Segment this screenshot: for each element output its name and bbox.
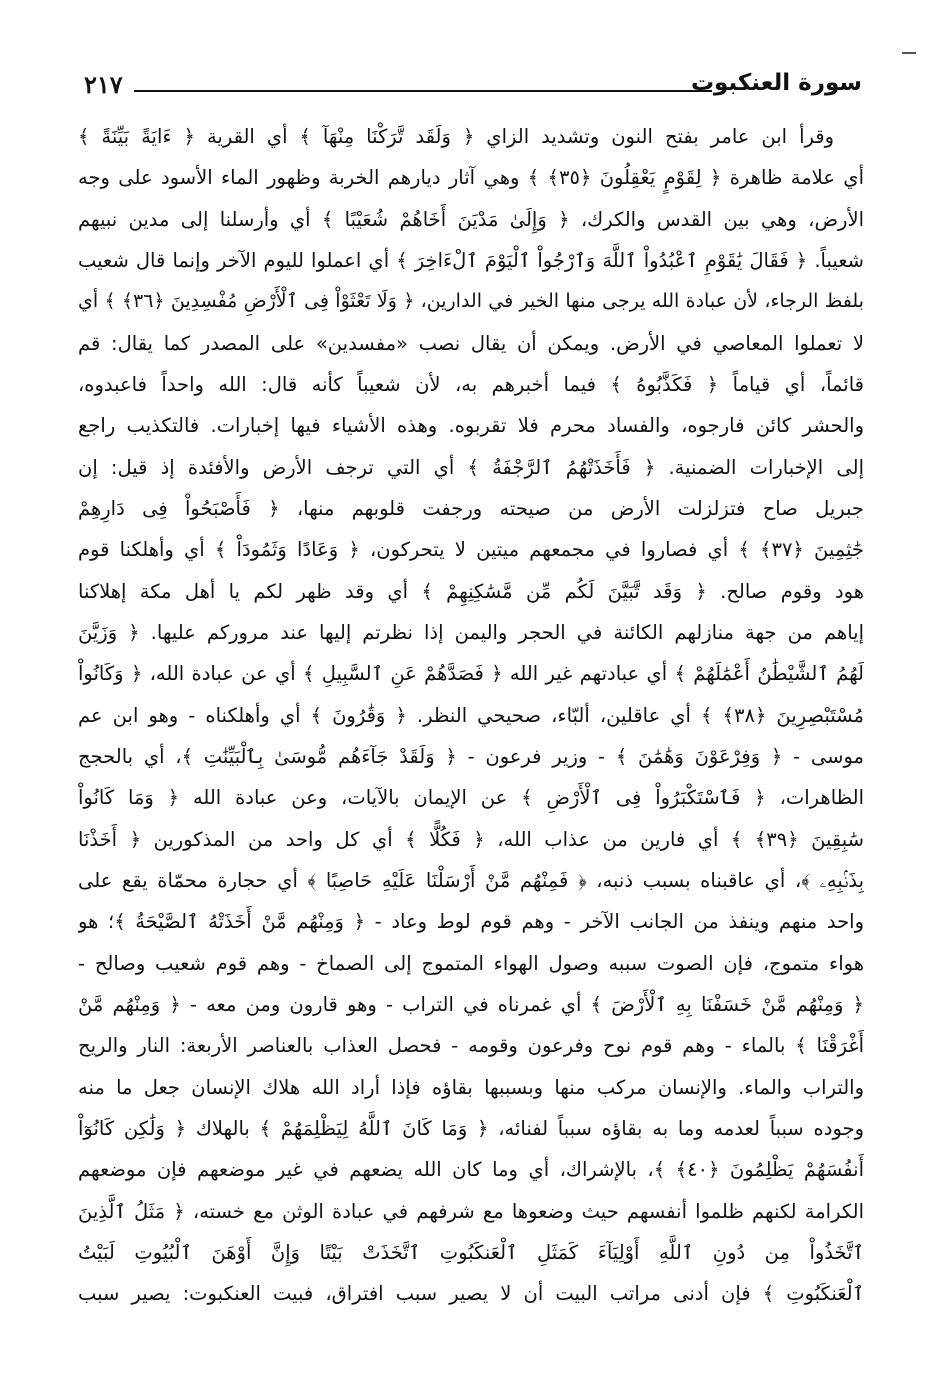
text-line: الظاهرات، ﴿ فَٱسْتَكْبَرُواْ فِى ٱلْأَرْضِ ﴾ عن الإيمان بالآيات، وعن عبادة الله ﴿ وَمَا كَانُواْ [78,786,864,810]
text-line: إلى الإخبارات الضمنية. ﴿ فَأَخَذَتْهُمُ ٱلرَّجْفَةُ ﴾ أي التي ترجف الأرض والأفئدة إذ قيل: إن [78,455,864,479]
text-line: إياهم من جهة منازلهم الكائنة في الحجر واليمن إذا نظرتم إليها عند مروركم عليها. ﴿ وَزَيَّنَ [78,620,864,644]
text-line: بلفظ الرجاء، لأن عبادة الله يرجى منها الخير في الدارين، ﴿ وَلَا تَعْثَوْاْ فِى ٱلْأَرْضِ مُفْسِدِينَ ﴿٣٦﴾ ﴾ أي [78,290,864,313]
body-text [78,116,864,1315]
text-line: جَٰثِمِينَ ﴿٣٧﴾ ﴾ أي فصاروا في مجمعهم ميتين لا يتحركون، ﴿ وَعَادًا وَثَمُودَاْ ﴾ أي وأهلكنا قوم [78,538,864,562]
text-line: الكرامة لكنهم ظلموا أنفسهم حيث وضعوها مع شرفهم في عبادة الوثن مع خسته، ﴿ مَثَلُ ٱلَّذِينَ [78,1199,864,1223]
text-line: لَهُمُ ٱلشَّيْطَٰنُ أَعْمَٰلَهُمْ ﴾ أي عبادتهم غير الله ﴿ فَصَدَّهُمْ عَنِ ٱلسَّبِيلِ ﴾ أي عن عبادة الله، ﴿ وَكَانُواْ [78,662,864,686]
text-line: جبريل صاح فتزلزلت الأرض من صيحته ورجفت قلوبهم منها، ﴿ فَأَصْبَحُواْ فِى دَارِهِمْ [78,496,864,520]
header-rule [134,90,712,92]
text-line: شعيباً. ﴿ فَقَالَ يَٰقَوْمِ ٱعْبُدُواْ ٱللَّهَ وَٱرْجُواْ ٱلْيَوْمَ ٱلْءَاخِرَ ﴾ أي اعملوا لليوم الآخر وإنما قال شعيب [78,248,864,272]
page-number: ٢١٧ [84,70,123,99]
text-line: لا تعملوا المعاصي في الأرض. ويمكن أن يقال نصب «مفسدين» على المصدر كما يقال: قم [78,331,864,355]
text-line: أَغْرَقْنَا ﴾ بالماء - وهم قوم نوح وفرعون وقومه - فحصل العذاب بالعناصر الأربعة: النار والريح [78,1034,864,1058]
text-line: واحد منهم وينفذ من الجانب الآخر - وهم قوم لوط وعاد - ﴿ وَمِنْهُم مَّنْ أَخَذَتْهُ ٱلصَّيْحَةُ ﴾؛ هو [78,910,864,934]
text-line: سَٰبِقِينَ ﴿٣٩﴾ ﴾ أي فارين من عذاب الله، ﴿ فَكُلًّا ﴾ أي كل واحد من المذكورين ﴿ أَخَذْنَا [78,827,864,851]
text-line: هود وقوم صالح. ﴿ وَقَد تَّبَيَّنَ لَكُم مِّن مَّسَٰكِنِهِمْ ﴾ أي وقد ظهر لكم يا أهل مكة إهلاكنا [78,579,864,603]
text-line: ٱتَّخَذُواْ مِن دُونِ ٱللَّهِ أَوْلِيَآءَ كَمَثَلِ ٱلْعَنكَبُوتِ ٱتَّخَذَتْ بَيْتًا وَإِنَّ أَوْهَنَ ٱلْبُيُوتِ لَبَيْتُ [78,1240,864,1264]
text-line: مُسْتَبْصِرِينَ ﴿٣٨﴾ ﴾ أي عاقلين، ألبّاء، صحيحي النظر. ﴿ وَقَٰرُونَ ﴾ أي وأهلكناه - وهو ابن عم [78,703,864,727]
text-line: موسى - ﴿ وَفِرْعَوْنَ وَهَٰمَٰنَ ﴾ - وزير فرعون - ﴿ وَلَقَدْ جَآءَهُم مُّوسَىٰ بِٱلْبَيِّنَٰتِ ﴾، أي بالحجج [78,744,864,768]
page-header [84,68,862,110]
corner-mark [902,52,916,54]
text-line: وجوده سبباً لعدمه وما به بقاؤه سبباً لفنائه، ﴿ وَمَا كَانَ ٱللَّهُ لِيَظْلِمَهُمْ ﴾ بالهلاك ﴿ وَلَٰكِن كَانُوٓاْ [78,1116,864,1140]
chapter-title: سورة العنكبوت [690,70,862,96]
text-line: هواء متموج، فإن الصوت سببه وصول الهواء المتموج إلى الصماخ - وهم قوم شعيب وصالح - [78,951,864,975]
text-line: أَنفُسَهُمْ يَظْلِمُونَ ﴿٤٠﴾ ﴾، بالإشراك، أي وما كان الله يضعهم في غير موضعهم فإن موضعهم [78,1158,864,1182]
text-line: ﴿ وَمِنْهُم مَّنْ خَسَفْنَا بِهِ ٱلْأَرْضَ ﴾ أي غمرناه في التراب - وهو قارون ومن معه - ﴿ وَمِنْهُم مَّنْ [78,992,864,1016]
text-line: أي علامة ظاهرة ﴿ لِقَوْمٍ يَعْقِلُونَ ﴿٣٥﴾ ﴾ وهي آثار ديارهم الخربة وظهور الماء الأسود على وجه [78,166,864,190]
text-line: الأرض، وهي بين القدس والكرك، ﴿ وَإِلَىٰ مَدْيَنَ أَخَاهُمْ شُعَيْبًا ﴾ أي وأرسلنا إلى مدين نبيهم [78,207,864,231]
text-line: والحشر كائن فارجوه، والفساد محرم فلا تقربوه. وهذه الأشياء فيها إخبارات. فالتكذيب راجع [78,414,864,438]
text-line: وقرأ ابن عامر بفتح النون وتشديد الزاي ﴿ وَلَقَد تَّرَكْنَا مِنْهَآ ﴾ أي القرية ﴿ ءَايَةً بَيِّنَةً ﴾ [78,125,834,148]
text-line: قائماً، أي قياماً ﴿ فَكَذَّبُوهُ ﴾ فيما أخبرهم به، لأن شعيباً كأنه قال: الله واحداً فاعبدوه، [78,372,864,396]
text-line: والتراب والماء. والإنسان مركب منها وبسببها بقاؤه فإذا أراد الله هلاك الإنسان جعل ما منه [78,1075,864,1099]
text-line: ٱلْعَنكَبُوتِ ﴾ فإن أدنى مراتب البيت أن لا يصير سبب افتراق، فبيت العنكبوت: يصير سبب [78,1282,864,1306]
text-line: بِذَنۢبِهِۦ ﴾، أي عاقبناه بسبب ذنبه، ﴿ فَمِنْهُم مَّنْ أَرْسَلْنَا عَلَيْهِ حَاصِبًا ﴾ أي حجارة محمّاة يقع على [78,868,864,892]
